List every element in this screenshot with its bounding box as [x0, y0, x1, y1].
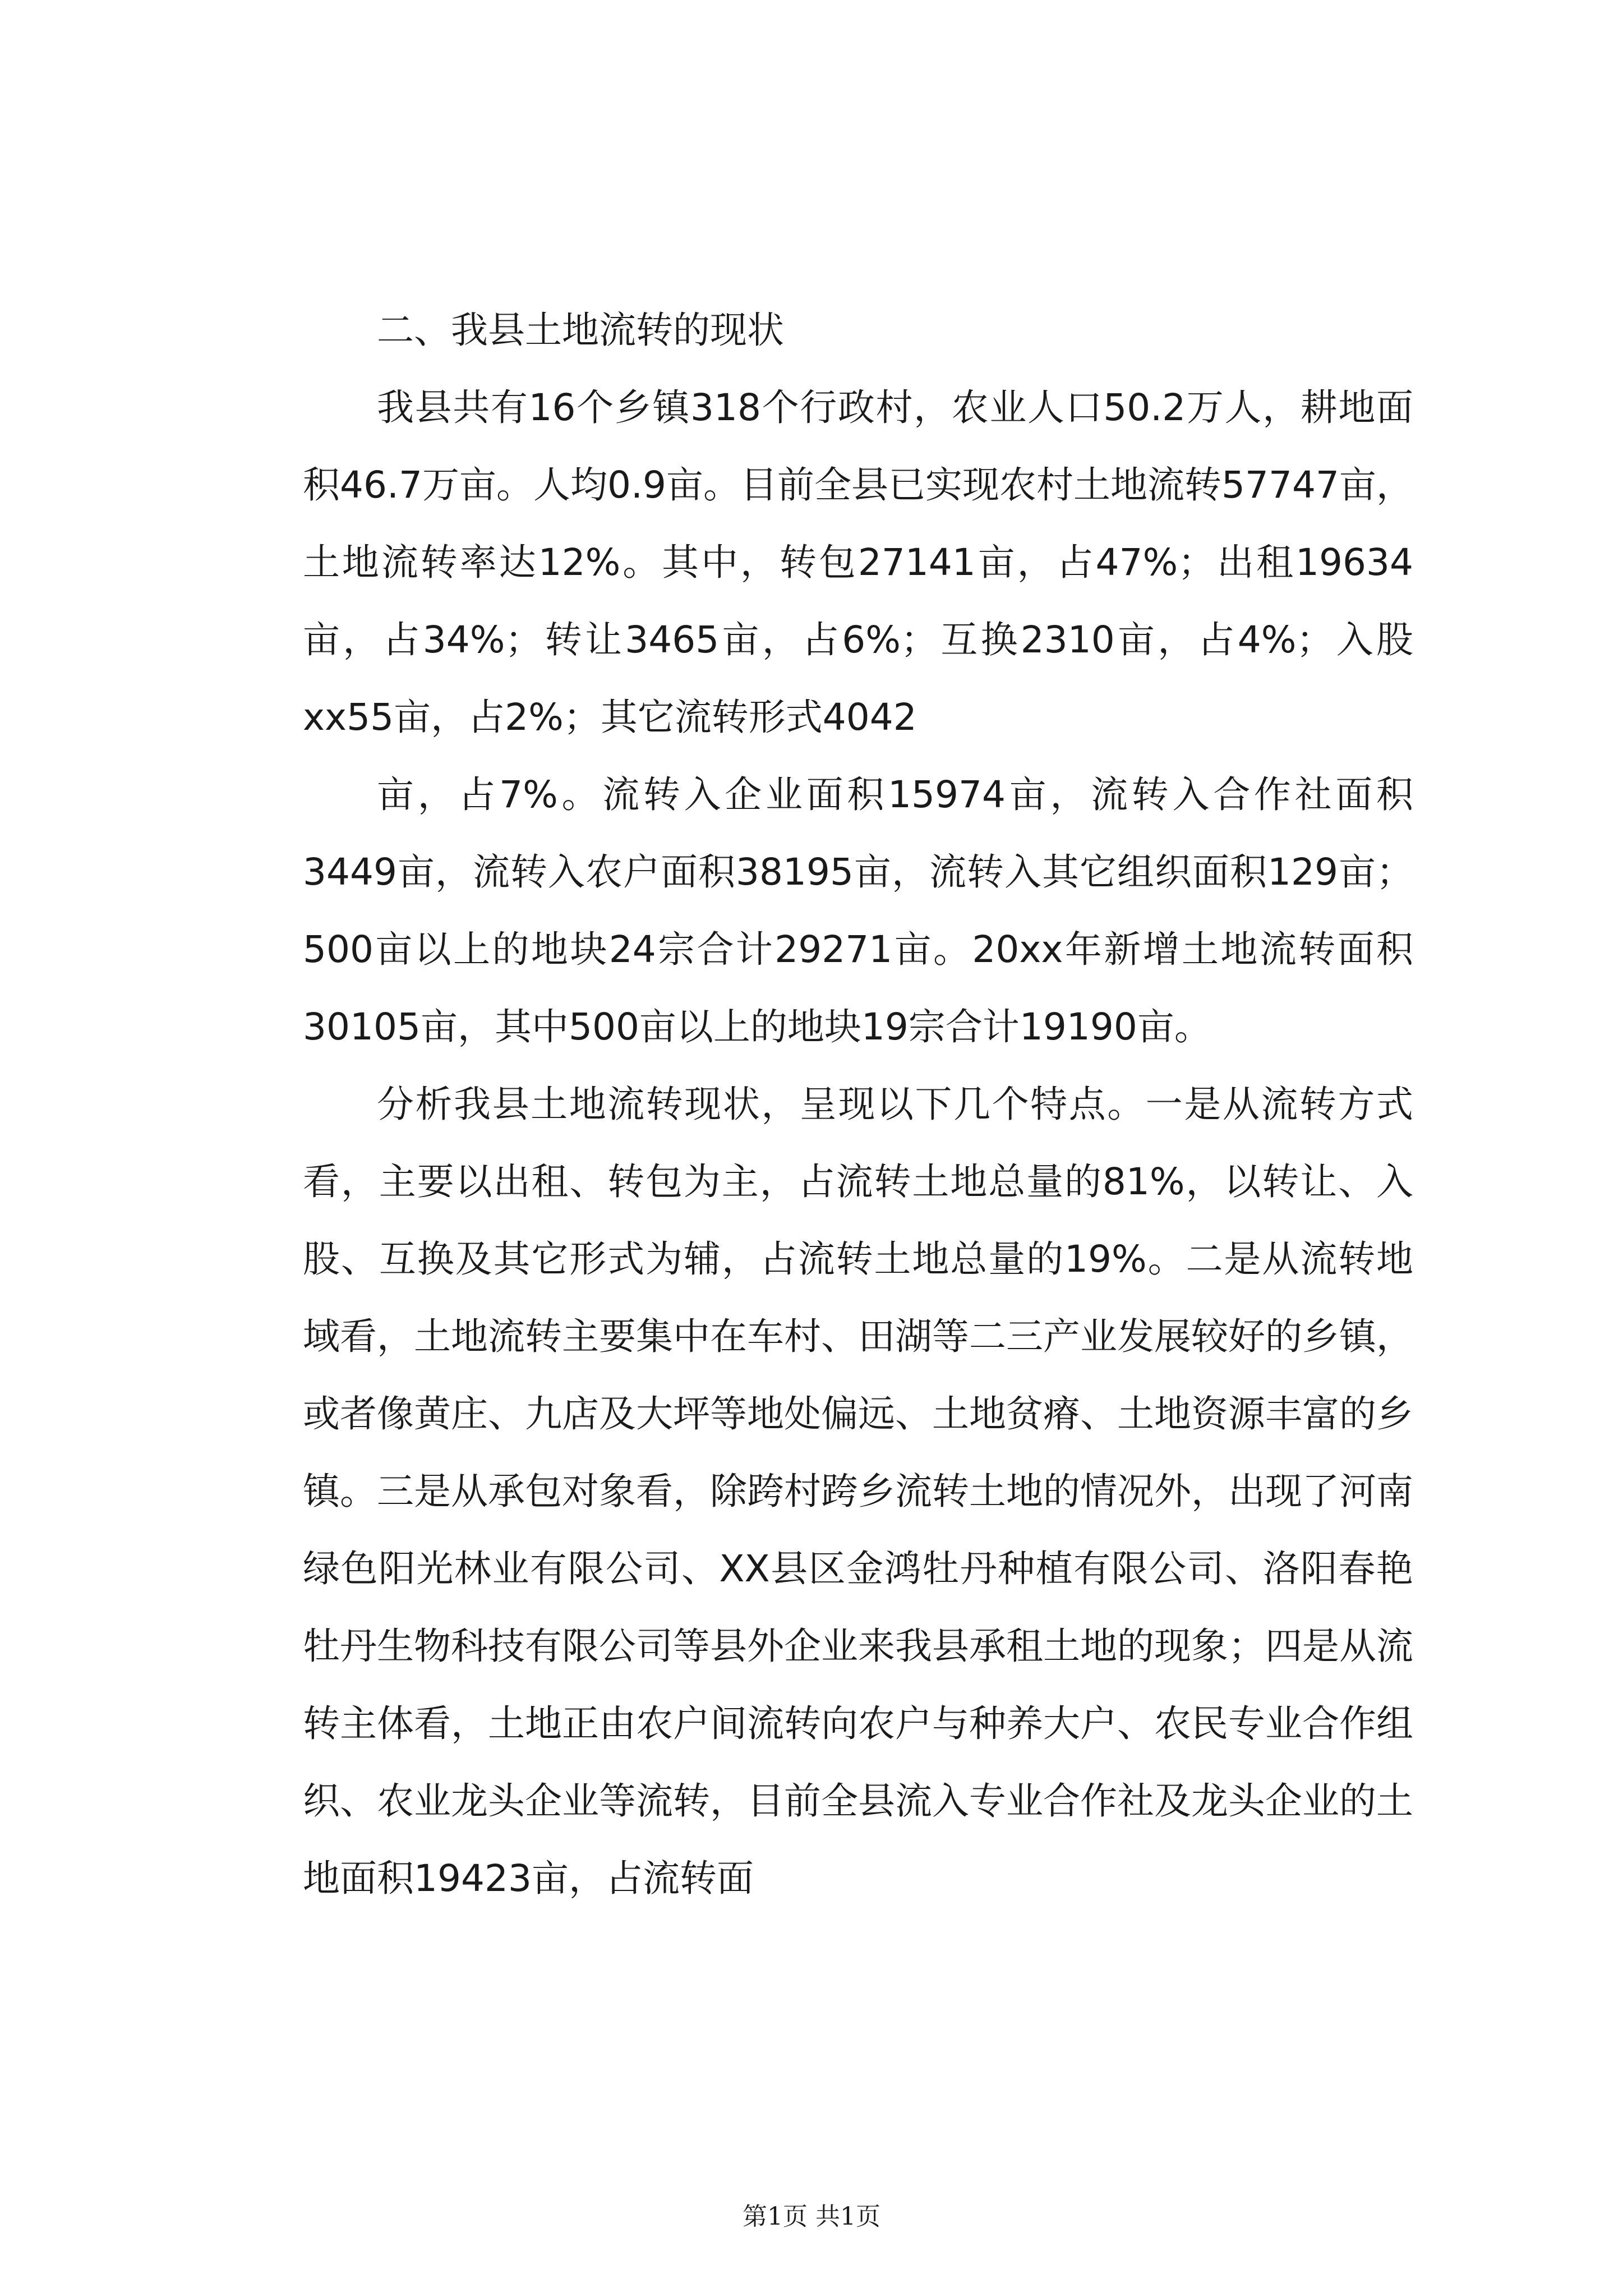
section-heading: 二、我县土地流转的现状 [377, 309, 784, 352]
paragraph-statistics: 我县共有16个乡镇318个行政村，农业人口50.2万人，耕地面积46.7万亩。人均0.9亩。目前全县已实现农村土地流转57747亩，土地流转率达12%。其中，转包27141亩，占47%；出租19634亩，占34%；转让3465亩，占6%；互换2310亩，占4%；入股xx55亩，占2%；其它流转形式4042 [303, 386, 1413, 739]
paragraph-analysis: 分析我县土地流转现状，呈现以下几个特点。一是从流转方式看，主要以出租、转包为主，占流转土地总量的81%，以转让、入股、互换及其它形式为辅，占流转土地总量的19%。二是从流转地域看，土地流转主要集中在车村、田湖等二三产业发展较好的乡镇，或者像黄庄、九店及大坪等地处偏远、土地贫瘠、土地资源丰富的乡镇。三是从承包对象看，除跨村跨乡流转土地的情况外，出现了河南绿色阳光林业有限公司、XX县区金鸿牡丹种植有限公司、洛阳春艳牡丹生物科技有限公司等县外企业来我县承租土地的现象；四是从流转主体看，土地正由农户间流转向农户与种养大户、农民专业合作组织、农业龙头企业等流转，目前全县流入专业合作社及龙头企业的土地面积19423亩，占流转面 [303, 1083, 1413, 1900]
page-footer: 第1页 共1页 [743, 2202, 880, 2231]
document-body [303, 292, 1413, 1917]
paragraph-flow-areas: 亩，占7%。流转入企业面积15974亩，流转入合作社面积3449亩，流转入农户面积38195亩，流转入其它组织面积129亩；500亩以上的地块24宗合计29271亩。20xx年新增土地流转面积30105亩，其中500亩以上的地块19宗合计19190亩。 [303, 773, 1413, 1048]
